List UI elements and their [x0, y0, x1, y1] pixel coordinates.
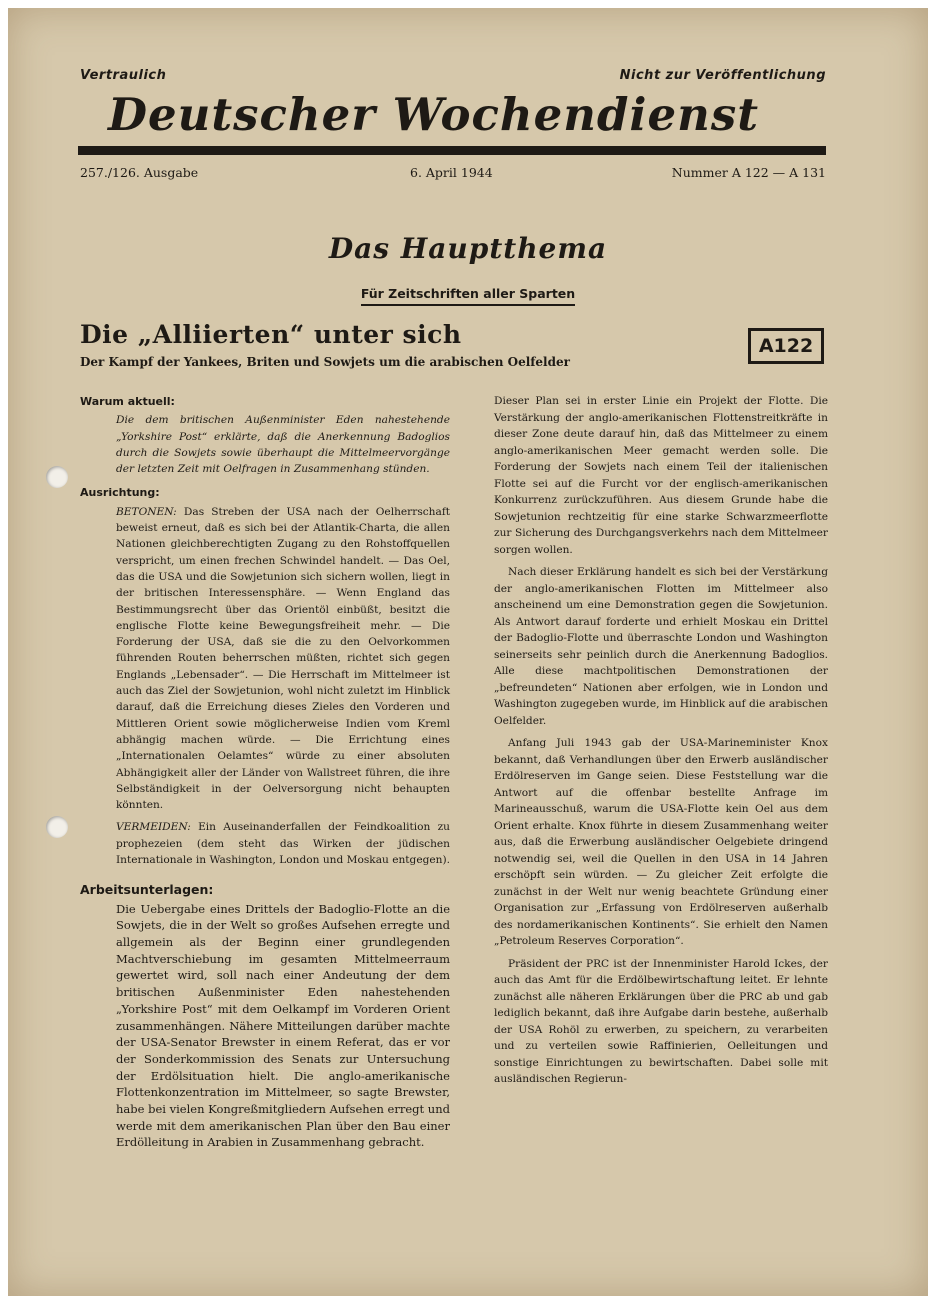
ausrichtung-block: [116, 504, 450, 869]
right-paragraph-1: Dieser Plan sei in erster Linie ein Projekt der Flotte. Die Verstärkung der anglo-amerikanischen Flottenstreitkräfte in dieser Zone deute darauf hin, daß das Mittelmeer zu einem anglo-amerikanischen Meer gemacht werden solle. Die Forderung der Sowjets nach einem Teil der italienischen Flotte sei auf die Furcht vor der englisch-amerikanischen Konkurrenz zurückzuführen. Aus diesem Grunde habe die Sowjetunion rechtzeitig für eine starke Schwarzmeerflotte zur Sicherung des Durchgangsverkehrs nach dem Mittelmeer sorgen wollen.: [494, 395, 828, 556]
article-headline: Die „Alliierten“ unter sich: [80, 320, 462, 349]
article-subheadline: Der Kampf der Yankees, Briten und Sowjets um die arabischen Oelfelder: [80, 355, 570, 369]
section-subtitle: [8, 286, 928, 301]
masthead-rule: [78, 146, 826, 155]
section-subtitle-text: Für Zeitschriften aller Sparten: [361, 286, 575, 306]
masthead-title: Deutscher Wochendienst: [108, 88, 759, 141]
betonen-paragraph: [116, 504, 450, 814]
issue-date: 6. April 1944: [410, 165, 493, 180]
issue-number: 257./126. Ausgabe: [80, 165, 199, 180]
right-column: [494, 393, 828, 1094]
betonen-text: Das Streben der USA nach der Oelherrschaft beweist erneut, daß es sich bei der Atlantik-Charta, die allen Nationen gleichberechtigten Zugang zu den Rohstoffquellen verspricht, um einen frechen Schwindel handelt. — Das Oel, das die USA und die Sowjetunion sich sichern wollen, liegt in der britischen Interessensphäre. — Wenn England das Bestimmungsrecht über das Orientöl einbüßt, besitzt die englische Flotte keine Bewegungsfreiheit mehr. — Die Forderung der USA, daß sie die zu den Oelvorkommen führenden Routen beherrschen müßten, richtet sich gegen Englands „Lebensader“. — Die Herrschaft im Mittelmeer ist auch das Ziel der Sowjetunion, wohl nicht zuletzt im Hinblick darauf, daß die Erreichung dieses Zieles den Vorderen und Mittleren Orient sowie möglicherweise Indien vom Kreml abhängig machen würde. — Die Errichtung eines „Internationalen Oelamtes“ würde zu einer absoluten Abhängigkeit aller der Länder von Wallstreet führen, die ihre Selbständigkeit in der Oelversorgung nicht behaupten könnten.: [116, 505, 450, 812]
right-paragraph-2: Nach dieser Erklärung handelt es sich bei der Verstärkung der anglo-amerikanischen Flotten im Mittelmeer also anscheinend um eine Demonstration gegen die Sowjetunion. Als Antwort darauf forderte und erhielt Moskau ein Drittel der Badoglio-Flotte und überraschte London und Washington seinerseits sehr peinlich durch die Anerkennung Badoglios. Alle diese machtpolitischen Demonstrationen der „befreundeten“ Nationen aber erfolgen, wie in London und Washington zugegeben wurde, im Hinblick auf die arabischen Oelfelder.: [494, 566, 828, 727]
vermeiden-text: Ein Auseinanderfallen der Feindkoalition zu prophezeien (dem steht das Wirken der jüdischen Internationale in Washington, London und Moskau entgegen).: [116, 821, 450, 867]
not-for-publication-note: Nicht zur Veröffentlichung: [619, 68, 826, 83]
vermeiden-paragraph: [116, 819, 450, 868]
article-code-badge: A122: [748, 328, 824, 364]
right-paragraph-4: Präsident der PRC ist der Innenminister Harold Ickes, der auch das Amt für die Erdölbewirtschaftung leitet. Er lehnte zunächst alle näheren Erklärungen über die PRC ab und gab lediglich bekannt, daß ihre Aufgabe darin bestehe, außerhalb der USA Rohöl zu erwerben, zu speichern, zu verarbeiten und zu verteilen sowie Raffinierien, Oelleitungen und sonstige Einrichtungen zu bewirtschaften. Dabei solle mit ausländischen Regierun-: [494, 957, 828, 1085]
arbeitsunterlagen-label: Arbeitsunterlagen:: [80, 882, 214, 898]
left-column: [80, 388, 450, 1151]
warum-aktuell-label: Warum aktuell:: [80, 395, 175, 408]
arbeitsunterlagen-text: Die Uebergabe eines Drittels der Badoglio-Flotte an die Sowjets, die in der Welt so großes Aufsehen erregte und allgemein als der Beginn einer grundlegenden Machtverschiebung im gesamten Mittelmeerraum gewertet wird, soll nach einer Andeutung der dem britischen Außenminister Eden nahestehenden „Yorkshire Post“ mit dem Oelkampf im Vorderen Orient zusammenhängen. Nähere Mitteilungen darüber machte der USA-Senator Brewster in einem Referat, das er vor der Sonderkommission des Senats zur Untersuchung der Erdölsituation hielt. Die anglo-amerikanische Flottenkonzentration im Mittelmeer, so sagte Brewster, habe bei vielen Kongreßmitgliedern Aufsehen erregt und werde mit dem amerikanischen Plan über den Bau einer Erdölleitung in Arabien in Zusammenhang gebracht.: [116, 901, 450, 1150]
betonen-lead: BETONEN:: [116, 505, 177, 518]
punch-hole-bottom: [46, 816, 68, 838]
article-numbers: Nummer A 122 — A 131: [671, 165, 826, 180]
right-paragraph-3: Anfang Juli 1943 gab der USA-Marineminister Knox bekannt, daß Verhandlungen über den Erwerb ausländischer Erdölreserven im Gange seien. Diese Feststellung war die Antwort auf die offenbar bestellte Anfrage im Marineausschuß, warum die USA-Flotte kein Oel aus dem Orient erhalte. Knox führte in diesem Zusammenhang weiter aus, daß die Erwerbung ausländischer Oelgebiete dringend notwendig sei, weil die Quellen in den USA in 14 Jahren erschöpft sein würden. — Zu gleicher Zeit erfolgte die zunächst in der Welt nur wenig beachtete Gründung einer Organisation zur „Erfassung von Erdölreserven außerhalb des nordamerikanischen Kontinents“. Sie erhielt den Namen „Petroleum Reserves Corporation“.: [494, 737, 828, 947]
vermeiden-lead: VERMEIDEN:: [116, 821, 191, 834]
ausrichtung-label: Ausrichtung:: [80, 486, 160, 500]
warum-aktuell-text: Die dem britischen Außenminister Eden nahestehende „Yorkshire Post“ erklärte, daß die Anerkennung Badoglios durch die Sowjets sowie überhaupt die Mittelmeervorgänge der letzten Zeit mit Oelfragen in Zusammenhang stünden.: [116, 414, 450, 476]
document-page: [8, 8, 928, 1296]
section-title: Das Hauptthema: [328, 232, 608, 265]
confidential-note: Vertraulich: [80, 68, 167, 83]
punch-hole-top: [46, 466, 68, 488]
